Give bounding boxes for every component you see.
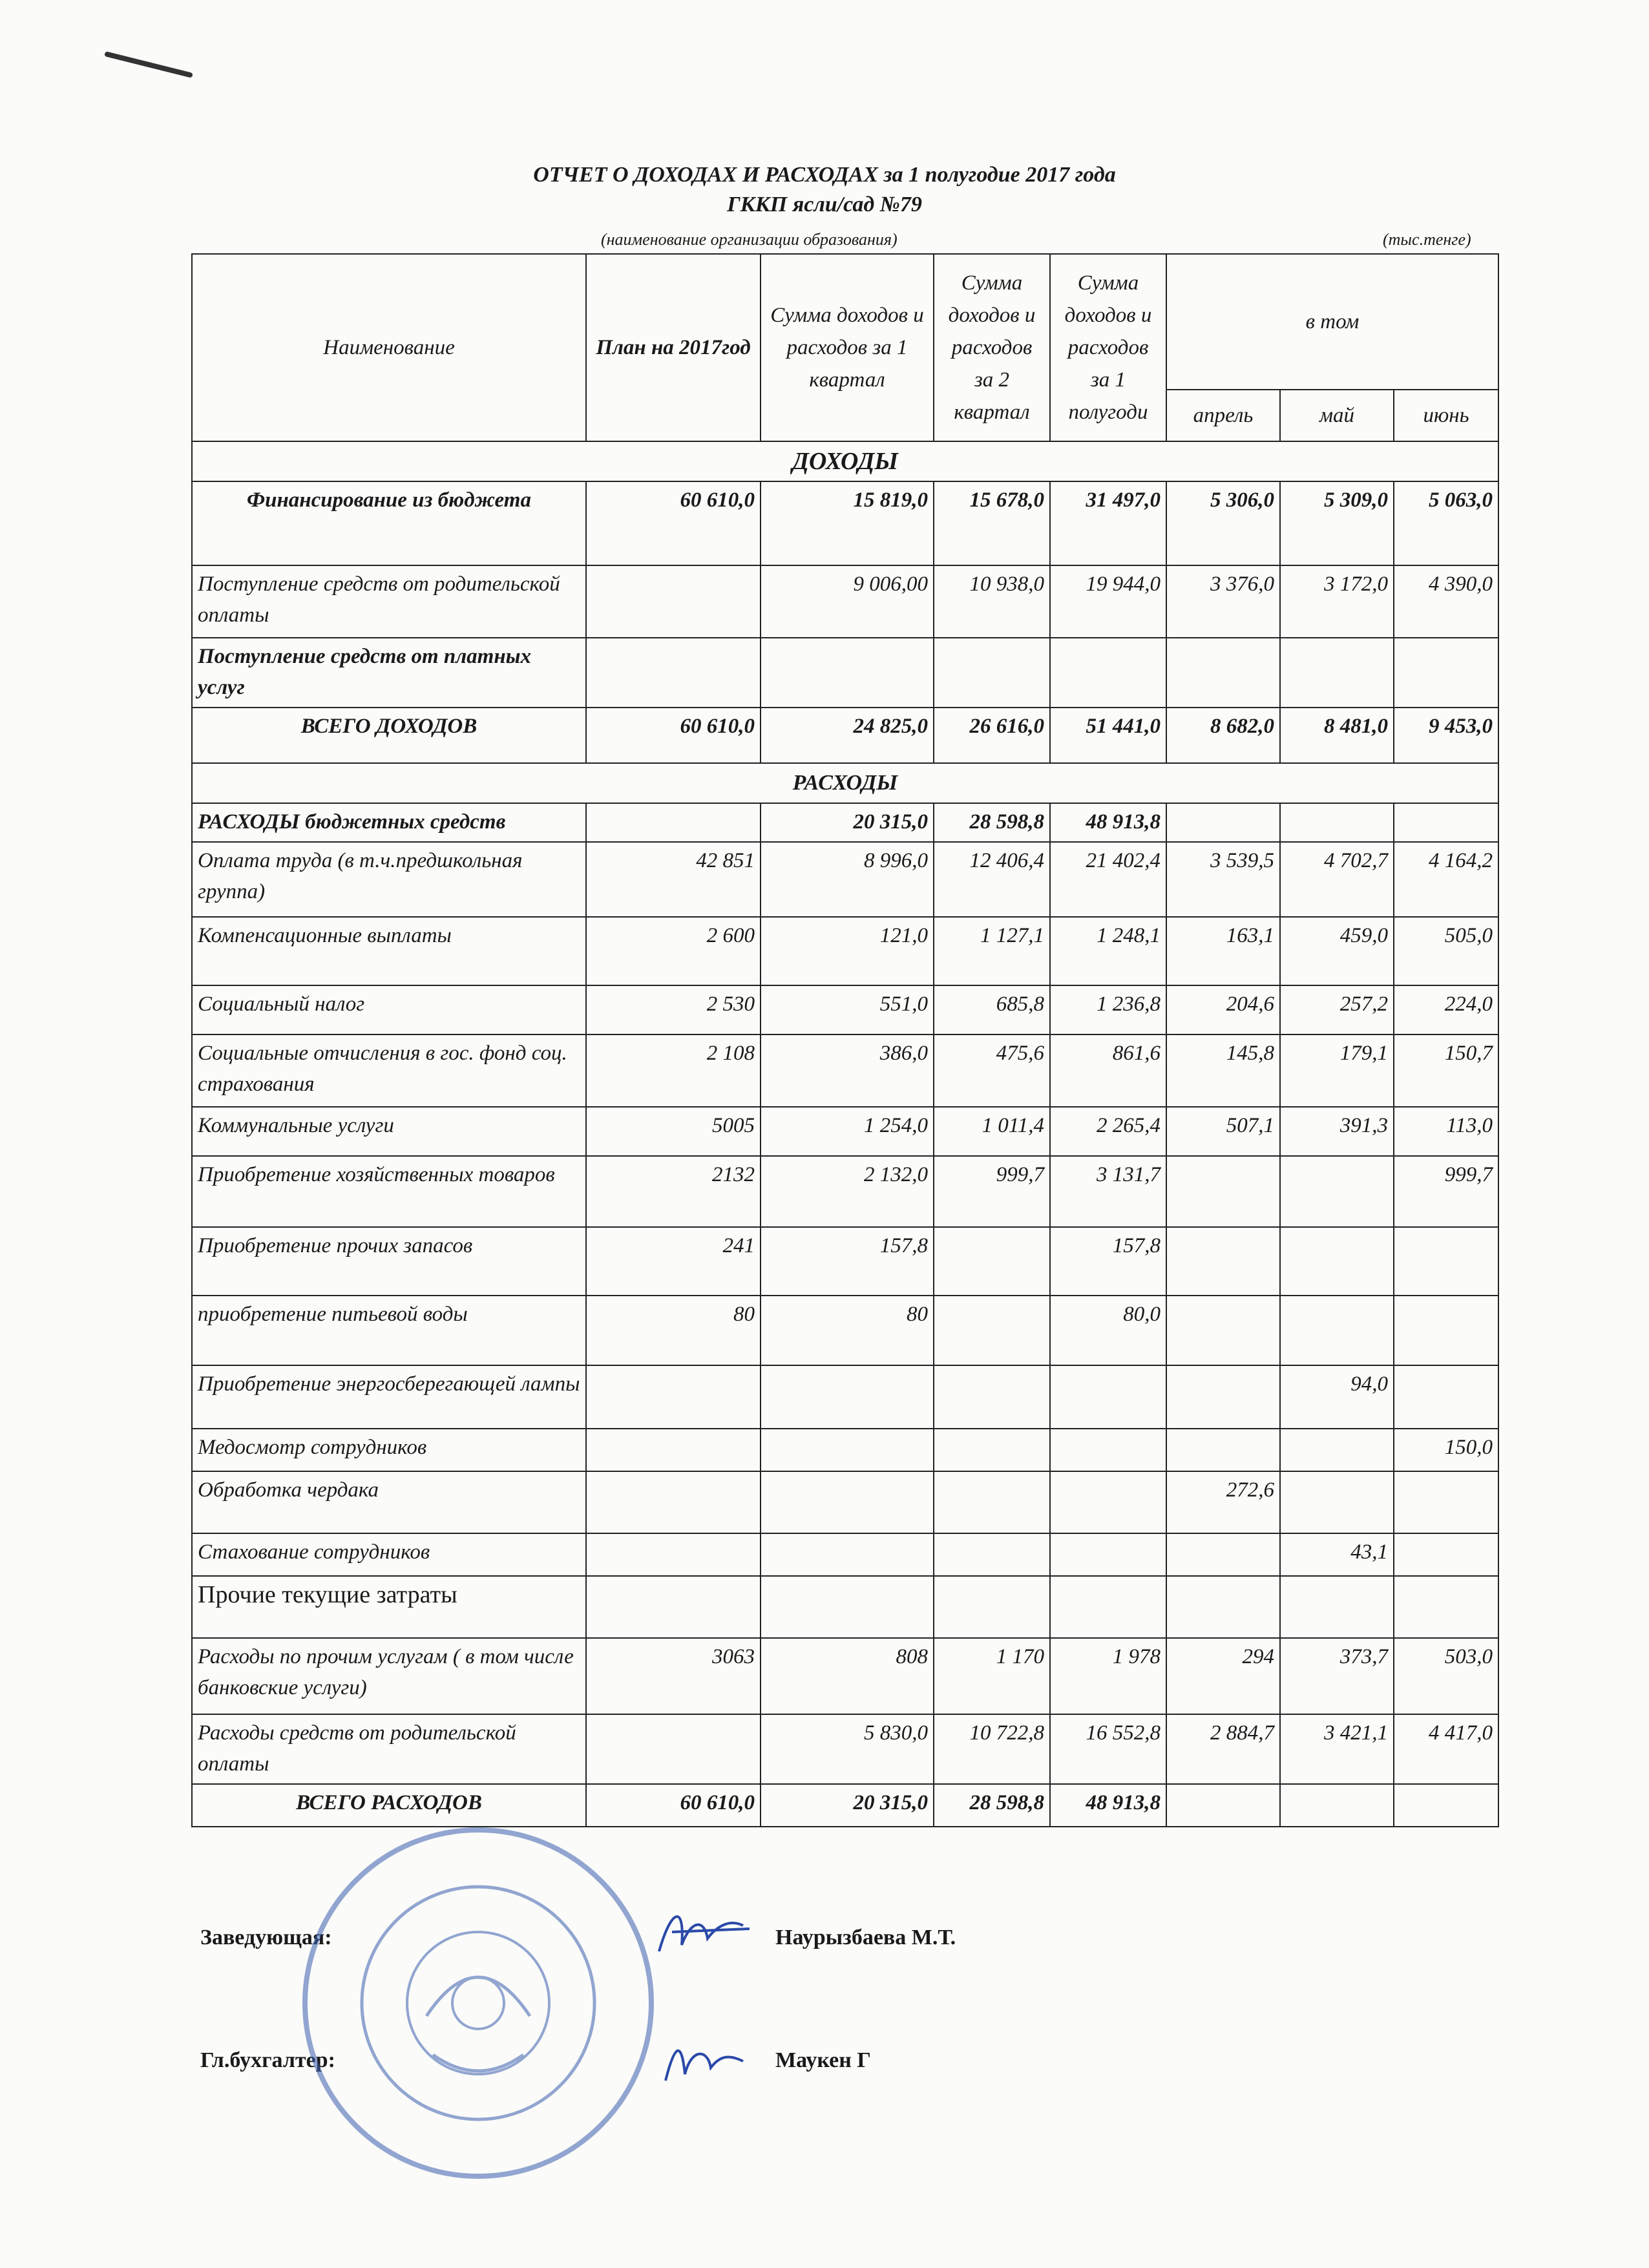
cell-q1: 157,8 (761, 1227, 934, 1296)
table-row (192, 1156, 1498, 1227)
cell-may (1280, 638, 1394, 708)
cell-apr (1166, 1156, 1280, 1227)
table-row (192, 1533, 1498, 1576)
table-row (192, 1576, 1498, 1638)
cell-apr (1166, 1227, 1280, 1296)
cell-plan: 80 (586, 1296, 761, 1365)
cell-q1 (761, 638, 934, 708)
row-name: ВСЕГО РАСХОДОВ (192, 1784, 586, 1827)
cell-h1: 51 441,0 (1050, 708, 1166, 763)
row-name: Обработка чердака (192, 1471, 586, 1533)
row-name: РАСХОДЫ бюджетных средств (192, 803, 586, 842)
cell-may (1280, 1784, 1394, 1827)
cell-q1 (761, 1429, 934, 1471)
table-row (192, 638, 1498, 708)
cell-may (1280, 1576, 1394, 1638)
cell-h1: 1 978 (1050, 1638, 1166, 1714)
cell-h1: 1 248,1 (1050, 917, 1166, 985)
cell-h1: 31 497,0 (1050, 481, 1166, 565)
cell-jun (1394, 1227, 1498, 1296)
cell-q2: 999,7 (934, 1156, 1050, 1227)
cell-jun (1394, 1471, 1498, 1533)
cell-apr: 8 682,0 (1166, 708, 1280, 763)
cell-q2 (934, 1429, 1050, 1471)
row-name: приобретение питьевой воды (192, 1296, 586, 1365)
cell-apr: 3 376,0 (1166, 565, 1280, 638)
row-name: Социальный налог (192, 985, 586, 1034)
table-row (192, 1714, 1498, 1784)
column-header-plan: План на 2017год (586, 254, 761, 441)
table-row (192, 1107, 1498, 1156)
organization-caption: (наименование организации образования) (601, 230, 898, 249)
organization-name: ГККП ясли/сад №79 (727, 193, 922, 216)
table-row (192, 1784, 1498, 1827)
cell-q2 (934, 1365, 1050, 1429)
cell-h1: 48 913,8 (1050, 803, 1166, 842)
row-name: ВСЕГО ДОХОДОВ (192, 708, 586, 763)
cell-h1: 1 236,8 (1050, 985, 1166, 1034)
cell-q1: 5 830,0 (761, 1714, 934, 1784)
cell-q1: 2 132,0 (761, 1156, 934, 1227)
cell-q2: 10 938,0 (934, 565, 1050, 638)
cell-q1: 8 996,0 (761, 842, 934, 917)
row-name: Приобретение прочих запасов (192, 1227, 586, 1296)
cell-q1 (761, 1365, 934, 1429)
cell-q1: 20 315,0 (761, 1784, 934, 1827)
cell-apr (1166, 803, 1280, 842)
round-stamp-icon (297, 1822, 659, 2184)
cell-q1 (761, 1533, 934, 1576)
row-name: Оплата труда (в т.ч.предшкольная группа) (192, 842, 586, 917)
cell-q2: 10 722,8 (934, 1714, 1050, 1784)
cell-q1: 15 819,0 (761, 481, 934, 565)
cell-jun: 505,0 (1394, 917, 1498, 985)
cell-may: 373,7 (1280, 1638, 1394, 1714)
cell-plan (586, 1365, 761, 1429)
table-row (192, 565, 1498, 638)
cell-jun: 4 390,0 (1394, 565, 1498, 638)
cell-apr: 163,1 (1166, 917, 1280, 985)
column-header-april: апрель (1166, 390, 1280, 441)
cell-plan (586, 1429, 761, 1471)
row-name: Прочие текущие затраты (192, 1576, 586, 1638)
cell-plan (586, 638, 761, 708)
cell-h1 (1050, 1429, 1166, 1471)
cell-may: 43,1 (1280, 1533, 1394, 1576)
cell-may (1280, 1156, 1394, 1227)
row-name: Расходы средств от родительской оплаты (192, 1714, 586, 1784)
cell-may: 8 481,0 (1280, 708, 1394, 763)
cell-jun: 224,0 (1394, 985, 1498, 1034)
units-label: (тыс.тенге) (1383, 230, 1471, 249)
cell-apr: 294 (1166, 1638, 1280, 1714)
cell-apr: 2 884,7 (1166, 1714, 1280, 1784)
cell-q2: 15 678,0 (934, 481, 1050, 565)
table-row (192, 1365, 1498, 1429)
cell-q1: 551,0 (761, 985, 934, 1034)
table-row (192, 1034, 1498, 1107)
row-name: Расходы по прочим услугам ( в том числе банковские услуги) (192, 1638, 586, 1714)
cell-may (1280, 803, 1394, 842)
accountant-signature-icon (646, 2022, 762, 2094)
section-income: ДОХОДЫ (192, 441, 1498, 481)
cell-apr: 5 306,0 (1166, 481, 1280, 565)
cell-q1: 121,0 (761, 917, 934, 985)
cell-q1: 20 315,0 (761, 803, 934, 842)
scan-mark (104, 51, 193, 78)
cell-jun (1394, 1533, 1498, 1576)
cell-apr: 272,6 (1166, 1471, 1280, 1533)
table-row (192, 803, 1498, 842)
section-expenses: РАСХОДЫ (192, 763, 1498, 803)
head-name: Наурызбаева М.Т. (775, 1926, 956, 1949)
row-name: Приобретение энергосберегающей лампы (192, 1365, 586, 1429)
cell-may (1280, 1471, 1394, 1533)
row-name: Поступление средств от родительской оплаты (192, 565, 586, 638)
row-name: Компенсационные выплаты (192, 917, 586, 985)
table-row (192, 1471, 1498, 1533)
cell-jun: 150,0 (1394, 1429, 1498, 1471)
cell-may: 3 172,0 (1280, 565, 1394, 638)
cell-h1: 21 402,4 (1050, 842, 1166, 917)
cell-apr (1166, 1296, 1280, 1365)
column-header-name: Наименование (192, 254, 586, 441)
cell-plan: 2 530 (586, 985, 761, 1034)
cell-h1: 16 552,8 (1050, 1714, 1166, 1784)
cell-q1 (761, 1471, 934, 1533)
cell-q2: 1 127,1 (934, 917, 1050, 985)
cell-q2: 26 616,0 (934, 708, 1050, 763)
column-header-may: май (1280, 390, 1394, 441)
cell-h1: 19 944,0 (1050, 565, 1166, 638)
cell-plan: 5005 (586, 1107, 761, 1156)
cell-apr (1166, 1429, 1280, 1471)
cell-q1: 24 825,0 (761, 708, 934, 763)
column-header-june: июнь (1394, 390, 1498, 441)
cell-plan: 42 851 (586, 842, 761, 917)
cell-plan (586, 1533, 761, 1576)
cell-plan (586, 1576, 761, 1638)
report-table (191, 253, 1499, 1827)
cell-h1 (1050, 1365, 1166, 1429)
cell-may: 94,0 (1280, 1365, 1394, 1429)
cell-apr (1166, 1576, 1280, 1638)
row-name: Финансирование из бюджета (192, 481, 586, 565)
cell-plan: 2132 (586, 1156, 761, 1227)
cell-h1: 861,6 (1050, 1034, 1166, 1107)
cell-may: 391,3 (1280, 1107, 1394, 1156)
table-row (192, 917, 1498, 985)
row-name: Поступление средств от платных услуг (192, 638, 586, 708)
cell-apr: 3 539,5 (1166, 842, 1280, 917)
cell-h1: 80,0 (1050, 1296, 1166, 1365)
cell-jun (1394, 1576, 1498, 1638)
cell-apr (1166, 1365, 1280, 1429)
row-name: Стахование сотрудников (192, 1533, 586, 1576)
cell-may: 5 309,0 (1280, 481, 1394, 565)
cell-q1: 1 254,0 (761, 1107, 934, 1156)
head-signature-icon (646, 1900, 762, 1971)
cell-apr: 507,1 (1166, 1107, 1280, 1156)
cell-plan (586, 1714, 761, 1784)
cell-q2: 1 011,4 (934, 1107, 1050, 1156)
cell-h1: 48 913,8 (1050, 1784, 1166, 1827)
table-row (192, 985, 1498, 1034)
cell-q2: 28 598,8 (934, 1784, 1050, 1827)
cell-h1 (1050, 1576, 1166, 1638)
table-row (192, 1638, 1498, 1714)
cell-h1: 3 131,7 (1050, 1156, 1166, 1227)
cell-may: 3 421,1 (1280, 1714, 1394, 1784)
cell-plan: 2 108 (586, 1034, 761, 1107)
cell-q2 (934, 638, 1050, 708)
column-header-q2: Сумма доходов и расходов за 2 квартал (934, 254, 1050, 441)
head-label: Заведующая: (200, 1926, 332, 1949)
cell-plan: 60 610,0 (586, 1784, 761, 1827)
cell-plan (586, 803, 761, 842)
cell-apr (1166, 1784, 1280, 1827)
table-row (192, 1296, 1498, 1365)
cell-apr (1166, 1533, 1280, 1576)
table-row (192, 842, 1498, 917)
cell-may (1280, 1227, 1394, 1296)
cell-q2: 28 598,8 (934, 803, 1050, 842)
column-header-group: в том (1166, 254, 1498, 390)
column-header-q1: Сумма доходов и расходов за 1 квартал (761, 254, 934, 441)
cell-may: 459,0 (1280, 917, 1394, 985)
cell-h1: 157,8 (1050, 1227, 1166, 1296)
cell-h1: 2 265,4 (1050, 1107, 1166, 1156)
cell-jun (1394, 1296, 1498, 1365)
cell-q1: 808 (761, 1638, 934, 1714)
cell-jun (1394, 803, 1498, 842)
cell-plan (586, 565, 761, 638)
cell-plan: 241 (586, 1227, 761, 1296)
report-title: ОТЧЕТ О ДОХОДАХ И РАСХОДАХ за 1 полугодие 2017 года (533, 163, 1116, 187)
cell-jun: 999,7 (1394, 1156, 1498, 1227)
cell-q2 (934, 1471, 1050, 1533)
cell-apr: 145,8 (1166, 1034, 1280, 1107)
cell-q1: 80 (761, 1296, 934, 1365)
cell-q2: 475,6 (934, 1034, 1050, 1107)
cell-q2 (934, 1296, 1050, 1365)
column-header-h1: Сумма доходов и расходов за 1 полугоди (1050, 254, 1166, 441)
cell-plan: 60 610,0 (586, 708, 761, 763)
cell-plan: 2 600 (586, 917, 761, 985)
table-row (192, 1227, 1498, 1296)
cell-jun: 113,0 (1394, 1107, 1498, 1156)
cell-q1: 386,0 (761, 1034, 934, 1107)
cell-may: 179,1 (1280, 1034, 1394, 1107)
cell-jun: 9 453,0 (1394, 708, 1498, 763)
cell-apr (1166, 638, 1280, 708)
cell-jun (1394, 1365, 1498, 1429)
cell-jun: 150,7 (1394, 1034, 1498, 1107)
cell-q1 (761, 1576, 934, 1638)
cell-h1 (1050, 1471, 1166, 1533)
cell-jun (1394, 1784, 1498, 1827)
cell-h1 (1050, 638, 1166, 708)
cell-q2: 1 170 (934, 1638, 1050, 1714)
table-row (192, 481, 1498, 565)
cell-jun: 503,0 (1394, 1638, 1498, 1714)
row-name: Коммунальные услуги (192, 1107, 586, 1156)
cell-q1: 9 006,00 (761, 565, 934, 638)
report-header (0, 160, 1649, 220)
accountant-name: Маукен Г (775, 2048, 871, 2072)
cell-q2: 12 406,4 (934, 842, 1050, 917)
cell-plan (586, 1471, 761, 1533)
cell-q2 (934, 1576, 1050, 1638)
cell-jun: 5 063,0 (1394, 481, 1498, 565)
row-name: Приобретение хозяйственных товаров (192, 1156, 586, 1227)
cell-may: 4 702,7 (1280, 842, 1394, 917)
table-row (192, 708, 1498, 763)
cell-plan: 3063 (586, 1638, 761, 1714)
row-name: Медосмотр сотрудников (192, 1429, 586, 1471)
cell-jun: 4 164,2 (1394, 842, 1498, 917)
cell-may (1280, 1429, 1394, 1471)
row-name: Социальные отчисления в гос. фонд соц. страхования (192, 1034, 586, 1107)
table-row (192, 1429, 1498, 1471)
cell-q2: 685,8 (934, 985, 1050, 1034)
cell-h1 (1050, 1533, 1166, 1576)
accountant-label: Гл.бухгалтер: (200, 2048, 335, 2072)
cell-plan: 60 610,0 (586, 481, 761, 565)
cell-q2 (934, 1227, 1050, 1296)
cell-may: 257,2 (1280, 985, 1394, 1034)
cell-jun: 4 417,0 (1394, 1714, 1498, 1784)
cell-may (1280, 1296, 1394, 1365)
cell-q2 (934, 1533, 1050, 1576)
cell-jun (1394, 638, 1498, 708)
cell-apr: 204,6 (1166, 985, 1280, 1034)
